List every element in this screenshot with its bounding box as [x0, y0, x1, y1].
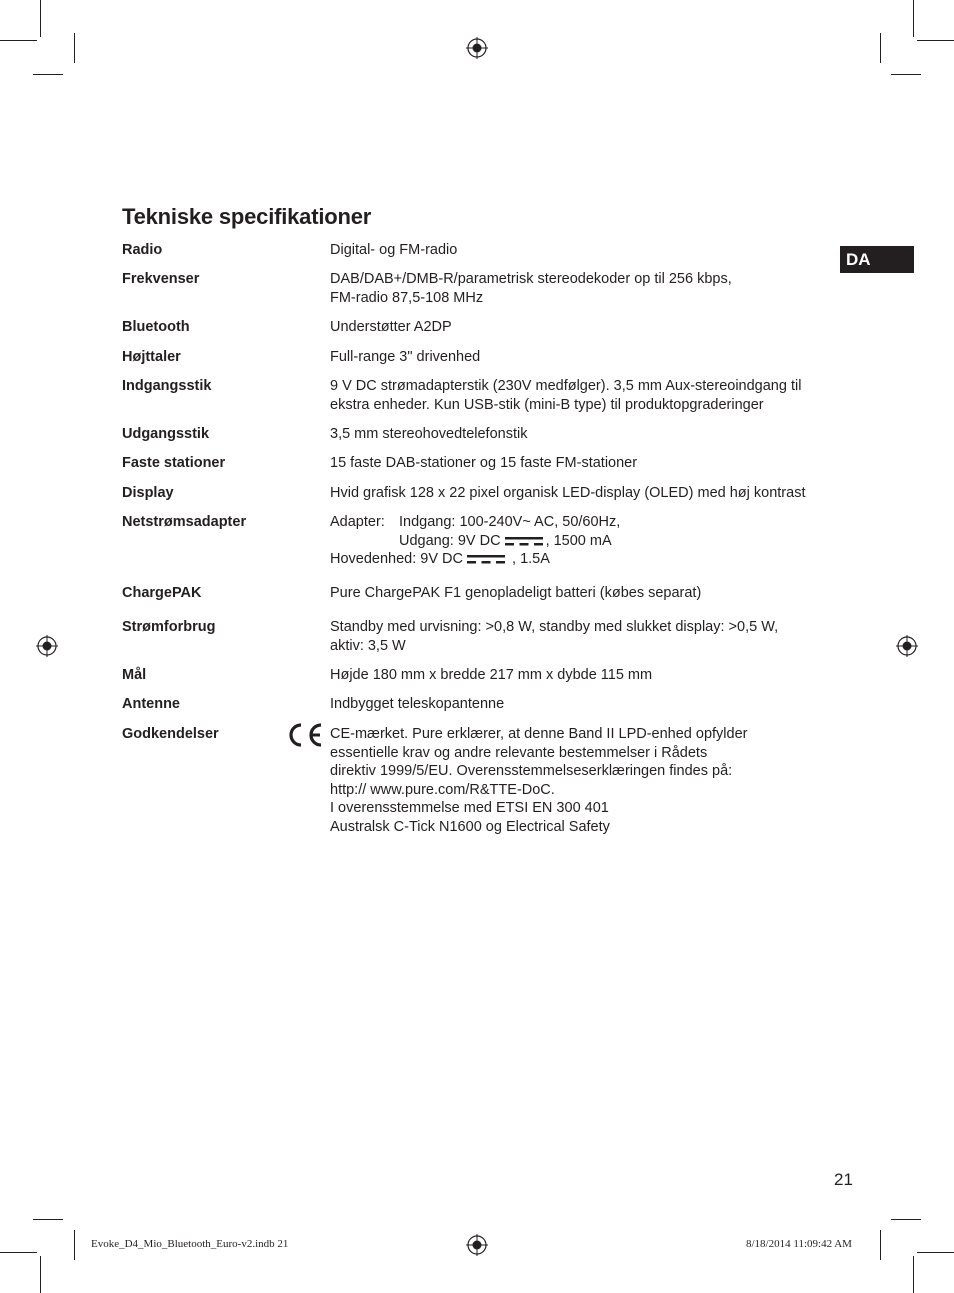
spec-label: Mål — [122, 667, 147, 683]
spec-line: CE-mærket. Pure erklærer, at denne Band II LPD-enhed opfylder — [330, 726, 748, 742]
crop-mark — [40, 1256, 41, 1293]
spec-value — [330, 348, 830, 367]
spec-value — [330, 454, 830, 473]
spec-value — [330, 377, 830, 414]
spec-label: Antenne — [122, 696, 180, 712]
spec-value — [330, 695, 830, 714]
spec-value — [330, 484, 830, 503]
crop-mark — [74, 1230, 75, 1260]
crop-mark — [0, 1252, 37, 1253]
spec-label: Frekvenser — [122, 271, 200, 287]
registration-mark-icon — [896, 635, 918, 657]
crop-mark — [880, 1230, 881, 1260]
spec-line: 9 V DC strømadapterstik (230V medfølger). 3,5 mm Aux-stereoindgang til — [330, 378, 802, 394]
spec-line: Understøtter A2DP — [330, 319, 452, 335]
spec-label: Radio — [122, 242, 163, 258]
spec-line: Hvid grafisk 128 x 22 pixel organisk LED-display (OLED) med høj kontrast — [330, 485, 806, 501]
spec-label: Faste stationer — [122, 455, 226, 471]
spec-line: I overensstemmelse med ETSI EN 300 401 — [330, 800, 609, 816]
registration-mark-icon — [36, 635, 58, 657]
spec-line: Standby med urvisning: >0,8 W, standby med slukket display: >0,5 W, — [330, 619, 779, 635]
crop-mark — [891, 1219, 921, 1220]
spec-label: Bluetooth — [122, 319, 190, 335]
spec-label: Højttaler — [122, 349, 181, 365]
spec-line: DAB/DAB+/DMB-R/parametrisk stereodekoder op til 256 kbps, — [330, 271, 732, 287]
spec-label: Display — [122, 485, 174, 501]
registration-mark-icon — [466, 1234, 488, 1256]
crop-mark — [33, 1219, 63, 1220]
crop-mark — [74, 33, 75, 63]
adapter-main-prefix: Hovedenhed: 9V DC — [330, 551, 463, 567]
spec-value — [330, 425, 830, 444]
spec-line: Full-range 3" drivenhed — [330, 349, 481, 365]
adapter-main-suffix: , 1.5A — [508, 551, 550, 567]
registration-mark-icon — [466, 37, 488, 59]
crop-mark — [40, 0, 41, 37]
spec-label: Indgangsstik — [122, 378, 212, 394]
footer-filename: Evoke_D4_Mio_Bluetooth_Euro-v2.indb 21 — [91, 1238, 289, 1250]
spec-value — [330, 241, 830, 260]
adapter-output-line — [330, 532, 830, 551]
spec-line: Indbygget teleskopantenne — [330, 696, 505, 712]
crop-mark — [891, 74, 921, 75]
spec-line: http:// www.pure.com/R&TTE-DoC. — [330, 781, 555, 798]
spec-value — [330, 270, 830, 307]
spec-label: Udgangsstik — [122, 426, 210, 442]
adapter-input: Indgang: 100-240V~ AC, 50/60Hz, — [399, 514, 621, 530]
spec-label: ChargePAK — [122, 585, 202, 601]
language-tab: DA — [840, 246, 914, 273]
spec-value — [330, 584, 830, 603]
spec-value — [330, 725, 830, 836]
dc-symbol-icon — [505, 535, 543, 547]
adapter-main-line — [330, 550, 830, 569]
spec-value — [330, 318, 830, 337]
spec-label: Netstrømsadapter — [122, 514, 247, 530]
footer-timestamp: 8/18/2014 11:09:42 AM — [746, 1238, 852, 1250]
crop-mark — [0, 40, 37, 41]
spec-line: essentielle krav og andre relevante bestemmelser i Rådets — [330, 744, 708, 761]
spec-line: aktiv: 3,5 W — [330, 637, 406, 654]
dc-symbol-icon — [467, 553, 505, 565]
page-number: 21 — [834, 1170, 853, 1189]
adapter-input-line — [330, 513, 830, 532]
spec-line: 3,5 mm stereohovedtelefonstik — [330, 426, 528, 442]
spec-line: Digital- og FM-radio — [330, 242, 458, 258]
spec-line: 15 faste DAB-stationer og 15 faste FM-stationer — [330, 455, 638, 471]
spec-label: Strømforbrug — [122, 619, 216, 635]
adapter-output-suffix: , 1500 mA — [545, 532, 612, 549]
crop-mark — [880, 33, 881, 63]
crop-mark — [913, 1256, 914, 1293]
crop-mark — [917, 1252, 954, 1253]
spec-label: Godkendelser — [122, 726, 219, 742]
crop-mark — [33, 74, 63, 75]
adapter-output-prefix: Udgang: 9V DC — [399, 532, 501, 549]
spec-line: Australsk C-Tick N1600 og Electrical Safety — [330, 818, 610, 835]
crop-mark — [913, 0, 914, 37]
page-title: Tekniske specifikationer — [122, 204, 372, 229]
spec-value — [330, 513, 830, 569]
spec-line: ekstra enheder. Kun USB-stik (mini-B type) til produktopgraderinger — [330, 396, 764, 413]
spec-line: direktiv 1999/5/EU. Overensstemmelseserklæringen findes på: — [330, 763, 733, 779]
crop-mark — [917, 40, 954, 41]
ce-mark-icon — [284, 721, 324, 749]
spec-value — [330, 618, 830, 655]
spec-value — [330, 666, 830, 685]
spec-line: Pure ChargePAK F1 genopladeligt batteri (købes separat) — [330, 585, 702, 601]
spec-line: FM-radio 87,5-108 MHz — [330, 289, 484, 306]
spec-line: Højde 180 mm x bredde 217 mm x dybde 115 mm — [330, 667, 653, 683]
adapter-prefix: Adapter: — [330, 514, 385, 530]
